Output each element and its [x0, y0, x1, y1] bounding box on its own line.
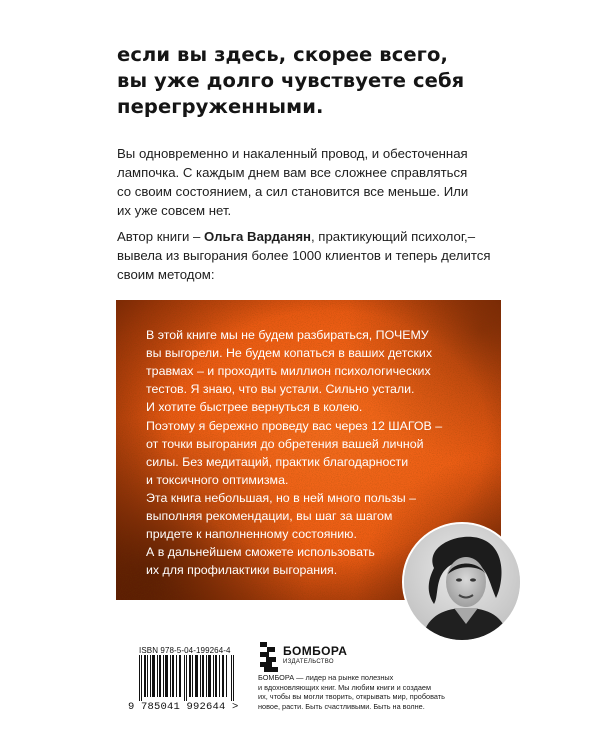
- headline-line: если вы здесь, скорее всего,: [117, 43, 448, 66]
- box-line: от точки выгорания до обретения вашей личной: [146, 437, 424, 451]
- box-paragraph-2: [146, 417, 491, 489]
- author-line: вывела из выгорания более 1000 клиентов и теперь делится: [117, 248, 491, 263]
- author-paragraph: [117, 227, 537, 284]
- author-photo: [402, 522, 522, 642]
- publisher-line: БОМБОРА — лидер на рынке полезных: [258, 673, 394, 682]
- box-line: Эта книга небольшая, но в ней много пользы –: [146, 491, 417, 505]
- author-suffix: , практикующий психолог,–: [310, 229, 476, 244]
- barcode: [139, 655, 235, 701]
- author-prefix: Автор книги –: [117, 229, 204, 244]
- intro-line: Вы одновременно и накаленный провод, и обесточенная: [117, 146, 468, 161]
- intro-line: лампочка. С каждым днем вам все сложнее справляться: [117, 165, 468, 180]
- bombora-logo-icon: [258, 640, 282, 674]
- intro-paragraph: [117, 144, 537, 220]
- intro-line: со своим состоянием, а сил становится все меньше. Или: [117, 184, 469, 199]
- publisher-line: новое, расти. Быть счастливыми. Быть на волне.: [258, 701, 425, 711]
- box-line: А в дальнейшем сможете использовать: [146, 545, 375, 559]
- headline-line: перегруженными.: [117, 95, 324, 118]
- headline-line: вы уже долго чувствуете себя: [117, 69, 465, 92]
- isbn-label: ISBN 978-5-04-199264-4: [139, 646, 231, 655]
- box-line: силы. Без медитаций, практик благодарности: [146, 455, 409, 469]
- box-line: придете к наполненному состоянию.: [146, 527, 357, 541]
- box-line: и токсичного оптимизма.: [146, 473, 289, 487]
- box-line: тестов. Я знаю, что вы устали. Сильно устали.: [146, 382, 415, 396]
- box-line: травмах – и проходить миллион психологических: [146, 364, 431, 378]
- box-line: И хотите быстрее вернуться в колею.: [146, 400, 363, 414]
- barcode-digits: 9 785041 992644 >: [128, 701, 239, 713]
- author-name: Ольга Варданян: [204, 229, 311, 244]
- box-line: выполняя рекомендации, вы шаг за шагом: [146, 509, 393, 523]
- box-paragraph-1: [146, 326, 491, 416]
- box-line: В этой книге мы не будем разбираться, ПОЧЕМУ: [146, 328, 429, 342]
- publisher-logo-sub: ИЗДАТЕЛЬСТВО: [283, 659, 334, 665]
- author-portrait: [404, 524, 520, 640]
- box-line: их для профилактики выгорания.: [146, 563, 338, 577]
- author-line: своим методом:: [117, 267, 215, 282]
- publisher-logo-name: БОМБОРА: [283, 644, 348, 658]
- author-line: [117, 227, 537, 246]
- box-line: Поэтому я бережно проведу вас через 12 ШАГОВ –: [146, 419, 443, 433]
- intro-line: их уже совсем нет.: [117, 203, 232, 218]
- box-line: вы выгорели. Не будем копаться в ваших детских: [146, 346, 433, 360]
- publisher-blurb: [258, 673, 468, 711]
- publisher-line: их, чтобы вы могли творить, открывать мир, пробовать: [258, 692, 445, 702]
- headline: [117, 42, 557, 120]
- publisher-line: и вдохновляющих книг. Мы любим книги и создаем: [258, 682, 431, 692]
